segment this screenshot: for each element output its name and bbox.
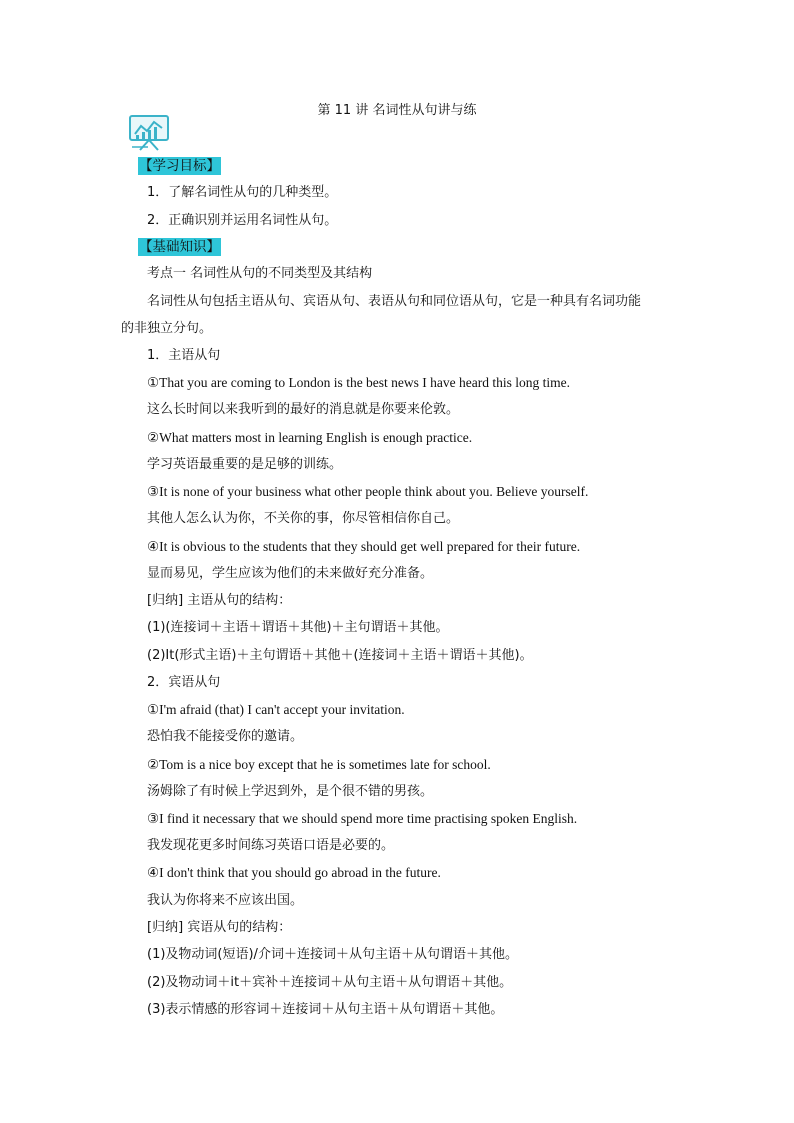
section-title-subject-clause: 1．主语从句 [147,348,221,363]
structure-rule: (1)(连接词＋主语＋谓语＋其他)＋主句谓语＋其他。 [147,620,449,635]
intro-text-continued: 的非独立分句。 [121,321,213,336]
structure-rule: (3)表示情感的形容词＋连接词＋从句主语＋从句谓语＋其他。 [147,1002,504,1017]
example-english: ③I find it necessary that we should spend more time practising spoken English. [147,811,578,826]
example-chinese: 学习英语最重要的是足够的训练。 [147,457,343,472]
basic-knowledge-tag: 【基础知识】 [139,239,220,255]
whiteboard-chart-icon [128,114,170,152]
example-chinese: 这么长时间以来我听到的最好的消息就是你要来伦敦。 [147,402,460,417]
page-title: 第 11 讲 名词性从句讲与练 [317,103,477,118]
example-english: ①I'm afraid (that) I can't accept your invitation. [147,702,405,717]
example-chinese: 我发现花更多时间练习英语口语是必要的。 [147,838,395,853]
example-english: ②What matters most in learning English is enough practice. [147,430,473,445]
structure-rule: (1)及物动词(短语)/介词＋连接词＋从句主语＋从句谓语＋其他。 [147,947,518,962]
example-chinese: 我认为你将来不应该出国。 [147,893,304,908]
goal-item: 2．正确识别并运用名词性从句。 [147,213,338,228]
example-english: ③It is none of your business what other people think about you. Believe yourself. [147,484,589,499]
example-english: ④I don't think that you should go abroad in the future. [147,865,441,880]
example-chinese: 其他人怎么认为你，不关你的事，你尽管相信你自己。 [147,511,460,526]
example-chinese: 恐怕我不能接受你的邀请。 [147,729,304,744]
intro-text: 名词性从句包括主语从句、宾语从句、表语从句和同位语从句，它是一种具有名词功能 [147,294,642,309]
point-title: 考点一 名词性从句的不同类型及其结构 [147,266,373,281]
goal-item: 1．了解名词性从句的几种类型。 [147,185,338,200]
example-english: ②Tom is a nice boy except that he is sometimes late for school. [147,757,491,772]
structure-rule: (2)及物动词＋it＋宾补＋连接词＋从句主语＋从句谓语＋其他。 [147,975,513,990]
example-english: ④It is obvious to the students that they should get well prepared for their future. [147,539,581,554]
example-english: ①That you are coming to London is the best news I have heard this long time. [147,375,571,390]
example-chinese: 显而易见，学生应该为他们的未来做好充分准备。 [147,566,434,581]
example-chinese: 汤姆除了有时候上学迟到外，是个很不错的男孩。 [147,784,434,799]
learning-goals-tag: 【学习目标】 [139,158,220,174]
section-title-object-clause: 2．宾语从句 [147,675,221,690]
structure-rule: (2)It(形式主语)＋主句谓语＋其他＋(连接词＋主语＋谓语＋其他)。 [147,648,533,663]
summary-label: [归纳] 宾语从句的结构： [147,920,292,935]
summary-label: [归纳] 主语从句的结构： [147,593,292,608]
